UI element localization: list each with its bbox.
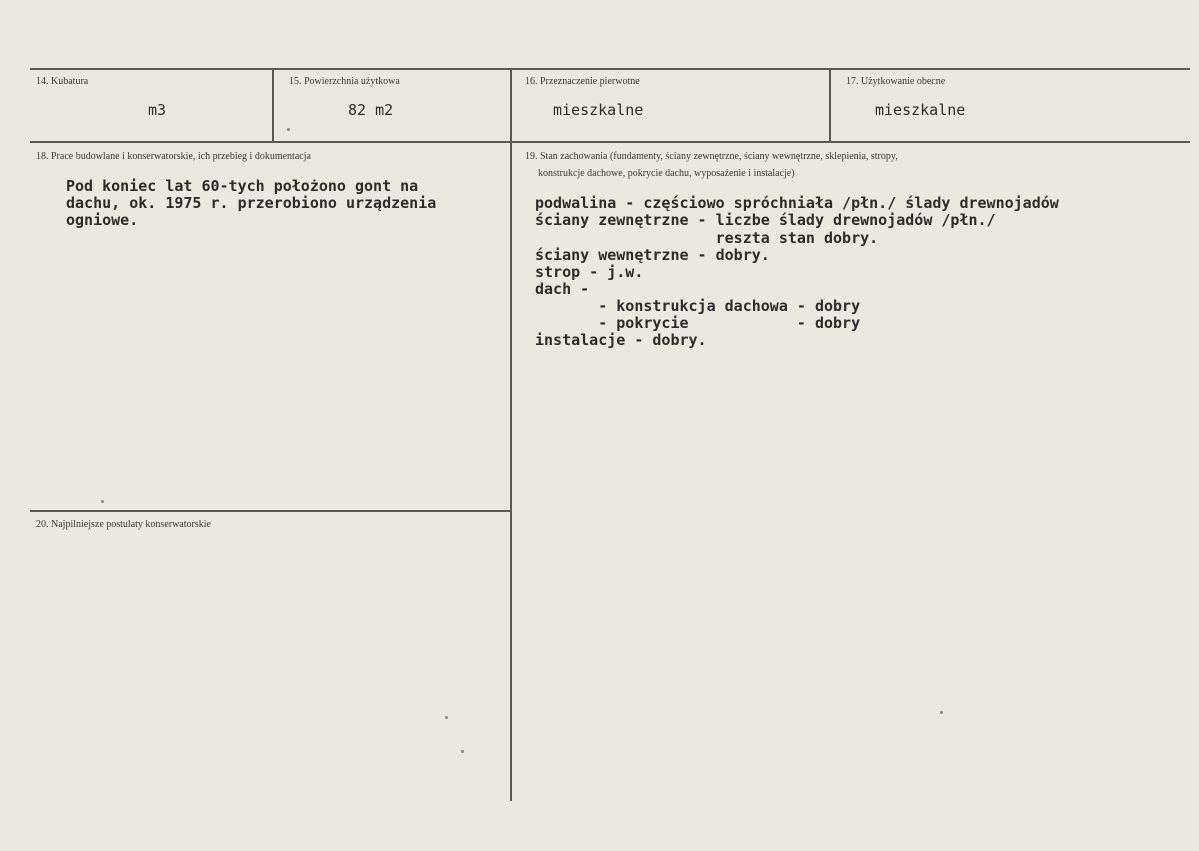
field-18-label: 18. Prace budowlane i konserwatorskie, ich przebieg i dokumentacja	[36, 151, 311, 162]
field-20-label: 20. Najpilniejsze postulaty konserwatorskie	[36, 519, 211, 530]
field-19-line-7: - konstrukcja dachowa - dobry	[535, 297, 861, 315]
field-18-line-3: ogniowe.	[66, 211, 139, 229]
field-15-label: 15. Powierzchnia użytkowa	[289, 76, 400, 87]
field-15-value: 82 m2	[348, 101, 394, 119]
field-17-value: mieszkalne	[875, 101, 966, 119]
field-14-value: m3	[148, 101, 167, 119]
field-19-line-1: podwalina - częściowo spróchniała /płn./ ślady drewnojadów	[535, 194, 1059, 212]
field-19-label-line-2: konstrukcje dachowe, pokrycie dachu, wyposażenie i instalacje)	[538, 168, 795, 179]
field-19-line-4: ściany wewnętrzne - dobry.	[535, 246, 770, 264]
field-19-line-6: dach -	[535, 280, 590, 298]
divider-14-15	[272, 68, 274, 142]
top-rule	[30, 68, 1190, 70]
field-14-label: 14. Kubatura	[36, 76, 89, 87]
paper-speck	[287, 128, 290, 131]
field-19-line-3: reszta stan dobry.	[535, 229, 879, 247]
field-18-line-1: Pod koniec lat 60-tych położono gont na	[66, 177, 419, 195]
paper-speck	[461, 750, 464, 753]
row1-bottom-rule	[30, 141, 1190, 143]
field-19-line-5: strop - j.w.	[535, 263, 644, 281]
field-19-line-2: ściany zewnętrzne - liczbe ślady drewnojadów /płn./	[535, 211, 996, 229]
divider-16-17	[829, 68, 831, 142]
field-19-line-8: - pokrycie - dobry	[535, 314, 861, 332]
divider-15-16	[510, 68, 512, 801]
field-16-label: 16. Przeznaczenie pierwotne	[525, 76, 640, 87]
paper-speck	[101, 500, 104, 503]
field-17-label: 17. Użytkowanie obecne	[846, 76, 946, 87]
field-18-line-2: dachu, ok. 1975 r. przerobiono urządzenia	[66, 194, 437, 212]
field-16-value: mieszkalne	[553, 101, 644, 119]
section20-top-rule	[30, 510, 510, 512]
field-19-line-9: instalacje - dobry.	[535, 331, 707, 349]
paper-speck	[940, 711, 943, 714]
paper-speck	[445, 716, 448, 719]
field-19-label-line-1: 19. Stan zachowania (fundamenty, ściany zewnętrzne, ściany wewnętrzne, sklepienia, stropy,	[525, 151, 898, 162]
